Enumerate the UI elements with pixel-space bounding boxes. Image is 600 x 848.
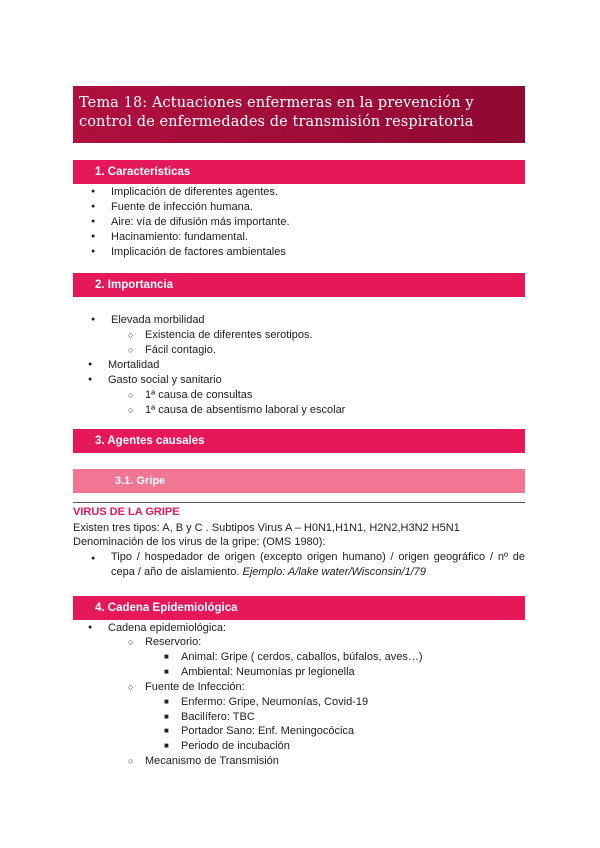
subsection-header-gripe: 3.1. Gripe bbox=[73, 469, 525, 493]
sub-sub-list-item: ■ Animal: Gripe ( cerdos, caballos, búfalos, aves…) bbox=[181, 650, 423, 664]
sub-list-item: ○ Fuente de Infección: bbox=[145, 680, 245, 694]
sub-sub-list-item: ■ Enfermo: Gripe, Neumonías, Covid-19 bbox=[181, 695, 368, 709]
sub-sub-list-item: ■ Bacilífero: TBC bbox=[181, 710, 255, 724]
virus-types-line: Existen tres tipos: A, B y C . Subtipos Virus A – H0N1,H1N1, H2N2,H3N2 H5N1 bbox=[73, 522, 460, 534]
list-item: ● Implicación de factores ambientales bbox=[111, 245, 286, 259]
sub-list-item: ○ 1ª causa de consultas bbox=[145, 388, 252, 402]
list-item: ● Elevada morbilidad bbox=[111, 313, 205, 327]
virus-heading: VIRUS DE LA GRIPE bbox=[73, 506, 180, 518]
horizontal-rule bbox=[73, 502, 525, 503]
section-header-cadena-epidemiologica: 4. Cadena Epidemiológica bbox=[73, 596, 525, 620]
list-item: ● Aire: vía de difusión más importante. bbox=[111, 215, 290, 229]
section-header-importancia: 2. Importancia bbox=[73, 273, 525, 297]
sub-list-item: ○ Reservorio: bbox=[145, 635, 201, 649]
list-item: ● Mortalidad bbox=[108, 358, 159, 372]
sub-list-item: ○ Existencia de diferentes serotipos. bbox=[145, 328, 313, 342]
denomination-bullet bbox=[111, 550, 525, 580]
denomination-example: Ejemplo: A/lake water/Wisconsin/1/79 bbox=[242, 566, 427, 578]
list-item: ● Fuente de infección humana. bbox=[111, 200, 253, 214]
sub-sub-list-item: ■ Portador Sano: Enf. Meningocócica bbox=[181, 724, 354, 738]
sub-sub-list-item: ■ Ambiental: Neumonías pr legionella bbox=[181, 665, 355, 679]
denomination-text: Tipo / hospedador de origen (excepto origen humano) / origen geográfico / nº de cepa / año de aislamiento. bbox=[111, 551, 525, 578]
section-header-agentes-causales: 3. Agentes causales bbox=[73, 429, 525, 453]
sub-sub-list-item: ■ Periodo de incubación bbox=[181, 739, 290, 753]
section-header-caracteristicas: 1. Características bbox=[73, 160, 525, 184]
sub-list-item: ○ 1ª causa de absentismo laboral y escolar bbox=[145, 403, 345, 417]
document-title: Tema 18: Actuaciones enfermeras en la prevención y control de enfermedades de transmisión respiratoria bbox=[73, 86, 525, 143]
sub-list-item: ○ Mecanismo de Transmisión bbox=[145, 754, 279, 768]
list-item: ● Cadena epidemiológica: bbox=[108, 621, 226, 635]
list-item: ● Hacinamiento: fundamental. bbox=[111, 230, 248, 244]
sub-list-item: ○ Fácil contagio. bbox=[145, 343, 216, 357]
list-item: ● Gasto social y sanitario bbox=[108, 373, 222, 387]
list-item: ● Implicación de diferentes agentes. bbox=[111, 185, 278, 199]
virus-denomination-line: Denominación de los virus de la gripe: (OMS 1980): bbox=[73, 536, 326, 548]
